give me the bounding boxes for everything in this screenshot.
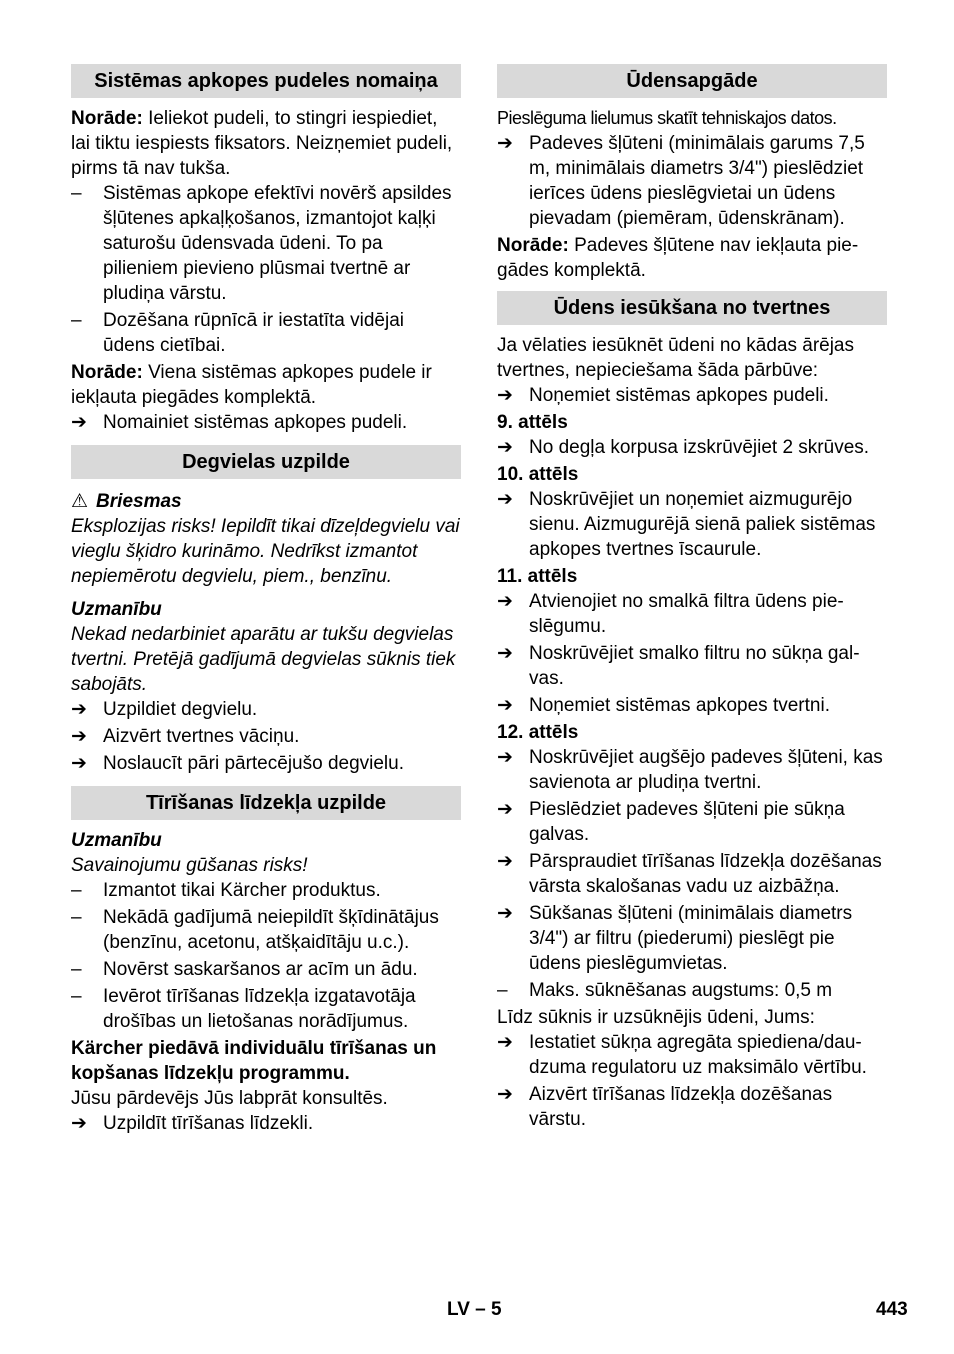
dash-text: Dozēšana rūpnīcā ir iestatīta vidējai ūdens cietībai. [103, 310, 404, 356]
arrow-item [497, 745, 887, 795]
footer-page-number: 443 [876, 1299, 908, 1320]
arrow-item [497, 901, 887, 976]
arrow-item [497, 1030, 887, 1080]
dash-item [71, 905, 461, 955]
arrow-text: Noņemiet sistēmas apkopes pudeli. [529, 385, 829, 406]
pump-priming-text: Līdz sūknis ir uzsūknējis ūdeni, Jums: [497, 1007, 815, 1028]
arrow-text: Noņemiet sistēmas apkopes tvertni. [529, 695, 830, 716]
caution-heading: Uzmanību [71, 830, 162, 851]
section-title-water-suction: Ūdens iesūkšana no tvertnes [497, 291, 887, 325]
note-label: Norāde: [71, 362, 143, 383]
arrow-text: Aizvērt tvertnes vāciņu. [103, 726, 300, 747]
arrow-icon: ➔ [497, 385, 513, 406]
karcher-program-text: Kärcher piedāvā individuālu tīrīšanas un kopšanas līdzekļu programmu. [71, 1038, 437, 1084]
arrow-icon: ➔ [497, 747, 513, 768]
arrow-text: Iestatiet sūkņa agregāta spiediena/daudzuma regulatoru uz maksimālo vērtību. [529, 1032, 867, 1078]
arrow-icon: ➔ [497, 591, 513, 612]
note-paragraph [497, 233, 887, 283]
arrow-item [497, 641, 887, 691]
dealer-text: Jūsu pārdevējs Jūs labprāt konsultēs. [71, 1088, 388, 1109]
danger-heading [71, 489, 461, 514]
arrow-text: Uzpildiet degvielu. [103, 699, 258, 720]
footer-section-page: – 5 [475, 1299, 502, 1320]
arrow-icon: ➔ [71, 1113, 87, 1134]
section-title-bottle-replacement: Sistēmas apkopes pudeles nomaiņa [71, 64, 461, 98]
figure-reference: 10. attēls [497, 464, 579, 485]
arrow-text: Atvienojiet no smalkā filtra ūdens pieslēgumu. [529, 591, 844, 637]
dash-item [71, 878, 461, 903]
dash-marker: – [71, 907, 82, 928]
danger-text: Eksplozijas risks! Iepildīt tikai dīzeļdegvielu vai vieglu šķidro kurināmo. Nedrīkst izmantot nepiemērotu degvielu, piem., benzīnu. [71, 516, 460, 587]
right-column [497, 64, 887, 1134]
arrow-text: Padeves šļūteni (minimālais garums 7,5 m, minimālais diametrs 3/4") pieslēdziet ierīces ūdens pieslēgvietai un ūdens pievadam (piemēram, ūdenskrānam). [529, 133, 865, 229]
arrow-item [71, 751, 461, 776]
arrow-text: Sūkšanas šļūteni (minimālais diametrs 3/4") ar filtru (piederumi) pieslēgt pie ūdens pieslēgumvietas. [529, 903, 853, 974]
arrow-item [497, 849, 887, 899]
note-paragraph [71, 360, 461, 410]
dash-text: Maks. sūknēšanas augstums: 0,5 m [529, 980, 833, 1001]
note-paragraph [71, 106, 461, 181]
arrow-text: Noskrūvējiet augšējo padeves šļūteni, kas savienota ar pludiņa tvertni. [529, 747, 883, 793]
connection-sizes-text: Pieslēguma lielumus skatīt tehniskajos datos. [497, 108, 837, 128]
arrow-item [497, 383, 887, 408]
danger-label: Briesmas [96, 491, 182, 512]
arrow-icon: ➔ [497, 799, 513, 820]
arrow-icon: ➔ [71, 753, 87, 774]
arrow-item [71, 697, 461, 722]
note-text: Ieliekot pudeli, to stingri iespiediet, lai tiktu iespiests fiksators. Neizņemiet pudeli, pirms tā nav tukša. [71, 108, 453, 179]
arrow-item [71, 1111, 461, 1136]
note-text: Viena sistēmas apkopes pudele ir iekļauta piegādes komplektā. [71, 362, 432, 408]
caution-text: Nekad nedarbiniet aparātu ar tukšu degvielas tvertni. Pretējā gadījumā degvielas sūknis tiek sabojāts. [71, 624, 456, 695]
arrow-item [497, 589, 887, 639]
arrow-icon: ➔ [497, 643, 513, 664]
dash-marker: – [71, 959, 82, 980]
arrow-icon: ➔ [71, 726, 87, 747]
arrow-icon: ➔ [71, 699, 87, 720]
arrow-item [497, 1082, 887, 1132]
arrow-text: Noskrūvējiet smalko filtru no sūkņa galvas. [529, 643, 860, 689]
figure-reference: 12. attēls [497, 722, 579, 743]
arrow-icon: ➔ [497, 437, 513, 458]
arrow-text: Noslaucīt pāri pārtecējušo degvielu. [103, 753, 405, 774]
arrow-item [497, 131, 887, 231]
arrow-text: Pieslēdziet padeves šļūteni pie sūkņa galvas. [529, 799, 845, 845]
intro-text: Ja vēlaties iesūknēt ūdeni no kādas ārējas tvertnes, nepieciešama šāda pārbūve: [497, 335, 855, 381]
dash-marker: – [71, 310, 82, 331]
arrow-icon: ➔ [497, 489, 513, 510]
figure-reference: 9. attēls [497, 412, 568, 433]
arrow-item [497, 435, 887, 460]
dash-text: Sistēmas apkope efektīvi novērš apsildes šļūtenes apkaļķošanos, izmantojot kaļķi saturošu ūdensvada ūdeni. To pa pilieniem pievieno plūsmai tvertnē ar pludiņa vārstu. [103, 183, 452, 304]
section-title-fuel-filling: Degvielas uzpilde [71, 445, 461, 479]
dash-text: Novērst saskaršanos ar acīm un ādu. [103, 959, 418, 980]
arrow-icon: ➔ [497, 851, 513, 872]
section-title-water-supply: Ūdensapgāde [497, 64, 887, 98]
arrow-text: Uzpildīt tīrīšanas līdzekli. [103, 1113, 314, 1134]
note-label: Norāde: [71, 108, 143, 129]
warning-icon: ⚠ [71, 491, 89, 512]
arrow-icon: ➔ [497, 1084, 513, 1105]
figure-reference: 11. attēls [497, 566, 578, 587]
arrow-item [71, 724, 461, 749]
arrow-item [497, 797, 887, 847]
dash-marker: – [71, 880, 82, 901]
caution-text: Savainojumu gūšanas risks! [71, 855, 308, 876]
arrow-icon: ➔ [497, 133, 513, 154]
dash-marker: – [497, 980, 508, 1001]
arrow-text: Aizvērt tīrīšanas līdzekļa dozēšanas vārstu. [529, 1084, 833, 1130]
arrow-icon: ➔ [497, 1032, 513, 1053]
arrow-text: Nomainiet sistēmas apkopes pudeli. [103, 412, 408, 433]
dash-text: Nekādā gadījumā neiepildīt šķīdinātājus (benzīnu, acetonu, atšķaidītāju u.c.). [103, 907, 439, 953]
arrow-item [497, 487, 887, 562]
arrow-icon: ➔ [497, 903, 513, 924]
footer-language: LV [447, 1299, 470, 1320]
arrow-text: Noskrūvējiet un noņemiet aizmugurējo sienu. Aizmugurējā sienā paliek sistēmas apkopes tvertnes īscaurule. [529, 489, 876, 560]
arrow-icon: ➔ [497, 695, 513, 716]
arrow-item [497, 693, 887, 718]
arrow-text: No degļa korpusa izskrūvējiet 2 skrūves. [529, 437, 870, 458]
arrow-item [71, 410, 461, 435]
dash-marker: – [71, 986, 82, 1007]
arrow-text: Pārspraudiet tīrīšanas līdzekļa dozēšanas vārsta skalošanas vadu uz aizbāžņa. [529, 851, 882, 897]
note-label: Norāde: [497, 235, 569, 256]
left-column [71, 64, 461, 1138]
dash-item [497, 978, 887, 1003]
dash-item [71, 181, 461, 306]
dash-marker: – [71, 183, 82, 204]
dash-item [71, 957, 461, 982]
dash-item [71, 308, 461, 358]
dash-text: Izmantot tikai Kärcher produktus. [103, 880, 381, 901]
caution-heading: Uzmanību [71, 599, 162, 620]
section-title-detergent-filling: Tīrīšanas līdzekļa uzpilde [71, 786, 461, 820]
footer-language-section [447, 1297, 502, 1322]
note-text: Padeves šļūtene nav iekļauta piegādes komplektā. [497, 235, 859, 281]
dash-item [71, 984, 461, 1034]
arrow-icon: ➔ [71, 412, 87, 433]
dash-text: Ievērot tīrīšanas līdzekļa izgatavotāja drošības un lietošanas norādījumus. [103, 986, 416, 1032]
